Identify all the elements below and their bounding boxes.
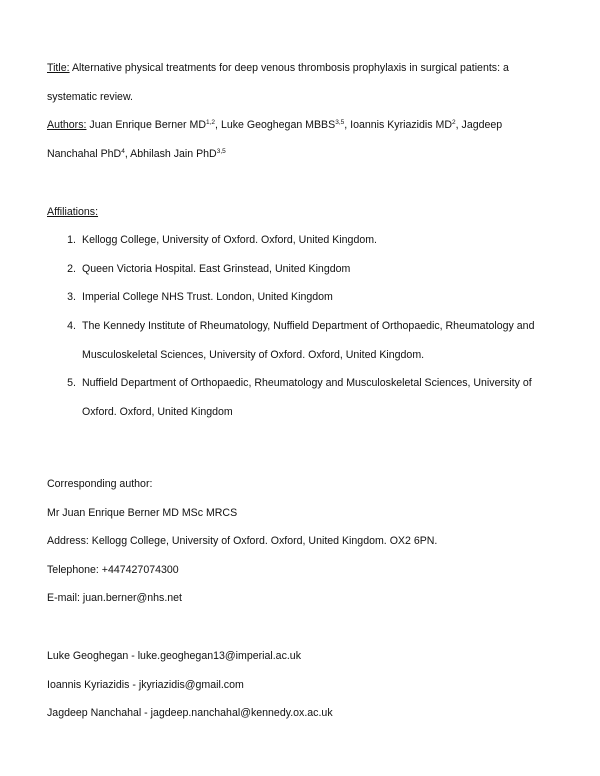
title-line-2: systematic review. bbox=[47, 91, 133, 103]
authors-label: Authors: bbox=[47, 119, 87, 131]
affiliation-2-number: 2. bbox=[67, 263, 76, 275]
affiliation-3-text: Imperial College NHS Trust. London, United Kingdom bbox=[82, 291, 333, 303]
author-1-affil: 1,2 bbox=[206, 119, 216, 126]
author-3-name: Ioannis Kyriazidis MD bbox=[350, 119, 452, 131]
affiliation-5-number: 5. bbox=[67, 377, 76, 389]
affiliation-4-continued: Musculoskeletal Sciences, University of Oxford. Oxford, United Kingdom. bbox=[82, 349, 425, 361]
corresponding-telephone: Telephone: +447427074300 bbox=[47, 564, 179, 576]
author-3 bbox=[350, 119, 455, 131]
corresponding-email: E-mail: juan.berner@nhs.net bbox=[47, 592, 183, 604]
affiliation-3-number: 3. bbox=[67, 291, 76, 303]
author-5-affil: 3,5 bbox=[216, 148, 226, 155]
affiliation-5-text: Nuffield Department of Orthopaedic, Rheumatology and Musculoskeletal Sciences, University of bbox=[82, 377, 532, 389]
affiliation-5-continued: Oxford. Oxford, United Kingdom bbox=[82, 406, 233, 418]
author-2-affil: 3,5 bbox=[335, 119, 345, 126]
author-1 bbox=[89, 119, 215, 131]
affiliation-2 bbox=[60, 262, 350, 276]
affiliation-1-text: Kellogg College, University of Oxford. Oxford, United Kingdom. bbox=[82, 234, 377, 246]
corresponding-label: Corresponding author: bbox=[47, 478, 153, 490]
affiliations-label: Affiliations: bbox=[47, 206, 99, 218]
affiliation-1 bbox=[60, 233, 377, 247]
affiliation-4-number: 4. bbox=[67, 320, 76, 332]
title-text: Alternative physical treatments for deep venous thrombosis prophylaxis in surgical patients: a bbox=[71, 62, 509, 74]
affiliation-5 bbox=[60, 376, 532, 390]
author-2-name: Luke Geoghegan MBBS bbox=[220, 119, 336, 131]
affiliation-4 bbox=[60, 319, 534, 333]
author-4-first: Jagdeep bbox=[461, 119, 503, 131]
author-4-affil: 4 bbox=[121, 148, 125, 155]
title-label: Title: bbox=[47, 62, 70, 74]
contact-nanchahal: Jagdeep Nanchahal - jagdeep.nanchahal@kennedy.ox.ac.uk bbox=[47, 707, 333, 719]
author-5-name: Abhilash Jain PhD bbox=[130, 148, 217, 160]
author-1-name: Juan Enrique Berner MD bbox=[89, 119, 206, 131]
affiliation-1-number: 1. bbox=[67, 234, 76, 246]
affiliation-3 bbox=[60, 290, 333, 304]
corresponding-address: Address: Kellogg College, University of Oxford. Oxford, United Kingdom. OX2 6PN. bbox=[47, 535, 438, 547]
author-2 bbox=[221, 119, 344, 131]
authors-line-2: Nanchahal PhD$^4$, Abhilash Jain PhD$^{3,5}$ bbox=[47, 148, 226, 160]
contact-geoghegan: Luke Geoghegan - luke.geoghegan13@imperial.ac.uk bbox=[47, 650, 301, 662]
affiliation-4-text: The Kennedy Institute of Rheumatology, Nuffield Department of Orthopaedic, Rheumatology and bbox=[82, 320, 535, 332]
author-3-affil: 2 bbox=[452, 119, 456, 126]
corresponding-name: Mr Juan Enrique Berner MD MSc MRCS bbox=[47, 507, 238, 519]
affiliation-2-text: Queen Victoria Hospital. East Grinstead, United Kingdom bbox=[82, 263, 351, 275]
authors-line-1: Authors: Juan Enrique Berner MD$^{1,2}$, Luke Geoghegan MBBS$^{3,5}$, Ioannis Kyriazidis $MD^2$, Jagdeep bbox=[47, 119, 503, 131]
author-4-name: Nanchahal PhD bbox=[47, 148, 122, 160]
contact-kyriazidis: Ioannis Kyriazidis - jkyriazidis@gmail.com bbox=[47, 679, 244, 691]
title-line-1 bbox=[47, 61, 509, 75]
